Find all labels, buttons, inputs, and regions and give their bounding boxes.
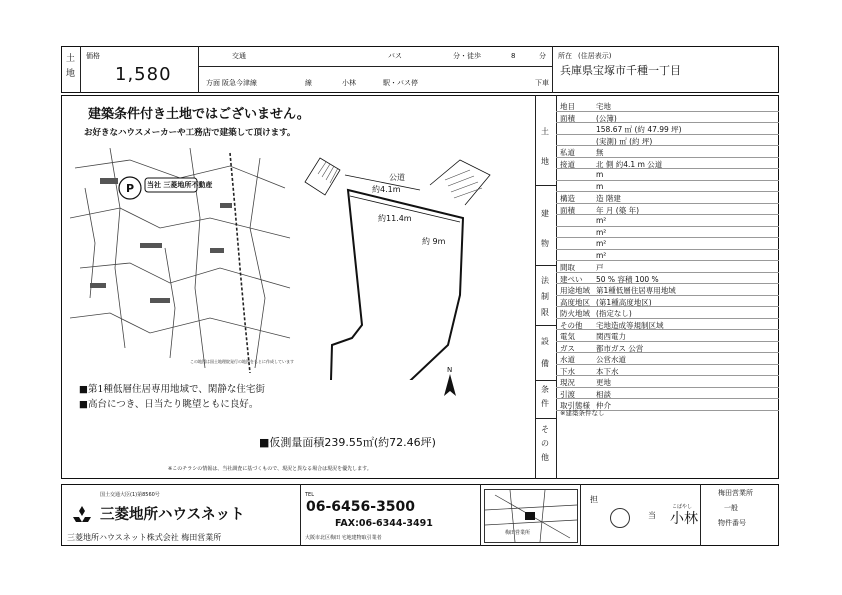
spec-row-label: 構造 [560,194,575,203]
spec-row-value: 第1種低層住居専用地域 [596,286,676,295]
spec-row-value: (第1種高度地区) [596,297,652,307]
spec-category-11: そ [541,425,549,434]
company-address: 大阪市北区梅田 宅地建物取引業者 [305,535,382,541]
right-box-1: 梅田営業所 [718,489,753,497]
right-box-3: 物件番号 [718,519,746,527]
road-label: 公道 [389,173,405,182]
price-label: 価格 [86,52,100,60]
bus-label: バス [388,52,402,60]
area-text: ■仮測量面積239.55㎡(約72.46坪) [259,436,436,449]
spec-category-8: 備 [541,359,549,368]
fax-number: FAX:06-6344-3491 [335,518,433,529]
spec-row-value: m [596,181,604,191]
spec-row-label: その他 [560,320,583,330]
north-arrow-icon [440,372,460,400]
property-kind-bottom: 地 [66,69,76,79]
spec-row-value: 相談 [596,389,611,399]
spec-category-9: 条 [541,385,549,394]
spec-row-value: m² [596,227,607,237]
walk-minutes: 8 [511,52,516,60]
spec-row-label: 私道 [560,148,575,157]
spec-row-label: 現況 [560,378,575,387]
feature-1: ■第1種低層住居専用地域で、閑静な住宅街 [79,384,265,395]
company-name: 三菱地所ハウスネット株式会社 梅田営業所 [67,533,222,542]
plot-dimension-top: 約11.4m [378,214,412,223]
map-agency-label: 当社 三菱地所不動産 [147,181,213,189]
road-width: 約4.1m [372,185,401,194]
property-kind-top: 土 [66,54,76,64]
spec-row-value: m² [596,250,607,260]
spec-row-label: 面積 [560,205,575,215]
right-box-2: 一般 [724,504,738,512]
spec-category-2: 建 [541,209,549,218]
transport-label: 交通 [232,52,246,60]
spec-row-value: (実測) ㎡ (約 坪) [596,136,653,146]
address-label: 所在 [558,52,572,60]
stamp-circle-icon [610,508,630,528]
spec-note: ※建築条件なし [560,409,605,417]
spec-row-value: 造 階建 [596,194,621,203]
feature-2: ■高台につき、日当たり眺望ともに良好。 [79,399,259,410]
line-name: 阪急今津線 [222,79,257,87]
spec-row-value: 戸 [596,263,604,272]
spec-row-label: 水道 [560,355,575,364]
spec-row-value: (公簿) [596,113,617,123]
spec-row-value: 宅地 [596,102,611,111]
spec-category-10: 件 [541,399,549,408]
person-furigana: こばやし [672,504,693,510]
line-direction-label: 方面 [206,79,220,87]
spec-row-value: 50 % 容積 100 % [596,274,659,284]
spec-category-4: 法 [541,276,549,285]
svg-text:P: P [126,182,135,195]
spec-row-value: 都市ガス 公営 [596,343,644,353]
minutes-unit: 分 [539,52,546,60]
spec-category-1: 地 [541,157,549,166]
company-logo-text: 三菱地所ハウスネット [100,507,245,523]
station-suffix: 駅・バス停 [383,79,418,87]
subline: お好きなハウスメーカーや工務店で建築して頂けます。 [84,128,296,138]
map-note: この地図は国土地理院発行の地図をもとに作成しています [190,359,294,364]
person-name: 小林 [670,511,698,527]
spec-category-0: 土 [541,127,549,136]
spec-row-label: 接道 [560,159,575,169]
plot-dimension-side: 約 9m [422,237,446,246]
mitsubishi-logo-icon [70,506,94,528]
spec-row-label: 用途地域 [560,286,590,295]
spec-row-value: 158.67 ㎡ (約 47.99 坪) [596,125,682,134]
spec-row-label: 高度地区 [560,297,590,307]
office-map-label: 梅田営業所 [505,530,531,536]
spec-row-value: 関西電力 [596,332,626,341]
line-suffix: 線 [305,79,312,87]
station-name: 小林 [342,79,356,87]
license-text: 国土交通大臣(1)第8560号 [100,492,160,498]
contact-label: 当 [648,511,656,520]
spec-row-value: 本下水 [596,366,619,376]
phone-number: 06-6456-3500 [306,499,416,515]
address-value: 兵庫県宝塚市千種一丁目 [560,64,681,77]
price-value: 1,580 [115,64,172,85]
stamp-label: 担 [590,495,598,504]
spec-row-label: 取引態様 [560,401,590,410]
north-label: N [447,366,453,374]
spec-row-value: m [596,170,604,179]
office-map [484,489,578,543]
spec-row-value: 宅地造成等規制区域 [596,320,664,330]
spec-row-value: 仲介 [596,401,611,410]
spec-row-value: 公営水道 [596,355,626,364]
spec-row-label: 電気 [560,332,575,341]
spec-row-label: 下水 [560,366,575,376]
spec-row-label: 引渡 [560,389,575,399]
spec-row-value: (指定なし) [596,309,632,318]
spec-row-value: 北 側 約4.1 m 公道 [596,159,663,169]
spec-category-13: 他 [541,453,549,462]
spec-row-value: m² [596,216,607,225]
getoff-label: 下車 [535,79,549,87]
spec-category-7: 設 [541,337,549,346]
headline: 建築条件付き土地ではございません。 [88,107,310,122]
spec-row-label: 面積 [560,113,575,123]
spec-row-value: 更地 [596,378,611,387]
spec-row-label: 地目 [560,102,575,111]
minutes-label: 分・徒歩 [453,52,481,60]
spec-category-5: 制 [541,292,549,301]
disclaimer: ※このチラシの情報は、当社調査に基づくもので、現況と異なる場合は現況を優先します。 [168,466,372,472]
spec-row-value: 年 月 (築 年) [596,205,640,215]
spec-category-3: 物 [541,239,549,248]
spec-row-value: m² [596,239,607,248]
spec-row-label: 防火地域 [560,309,590,318]
spec-category-12: の [541,439,549,448]
spec-category-6: 限 [541,308,549,317]
spec-row-value: 無 [596,148,604,157]
spec-row-label: ガス [560,343,575,353]
phone-label: TEL [305,492,314,498]
spec-row-label: 間取 [560,263,575,272]
spec-row-label: 建ぺい [560,274,583,284]
address-sub: (住居表示) [578,52,612,60]
